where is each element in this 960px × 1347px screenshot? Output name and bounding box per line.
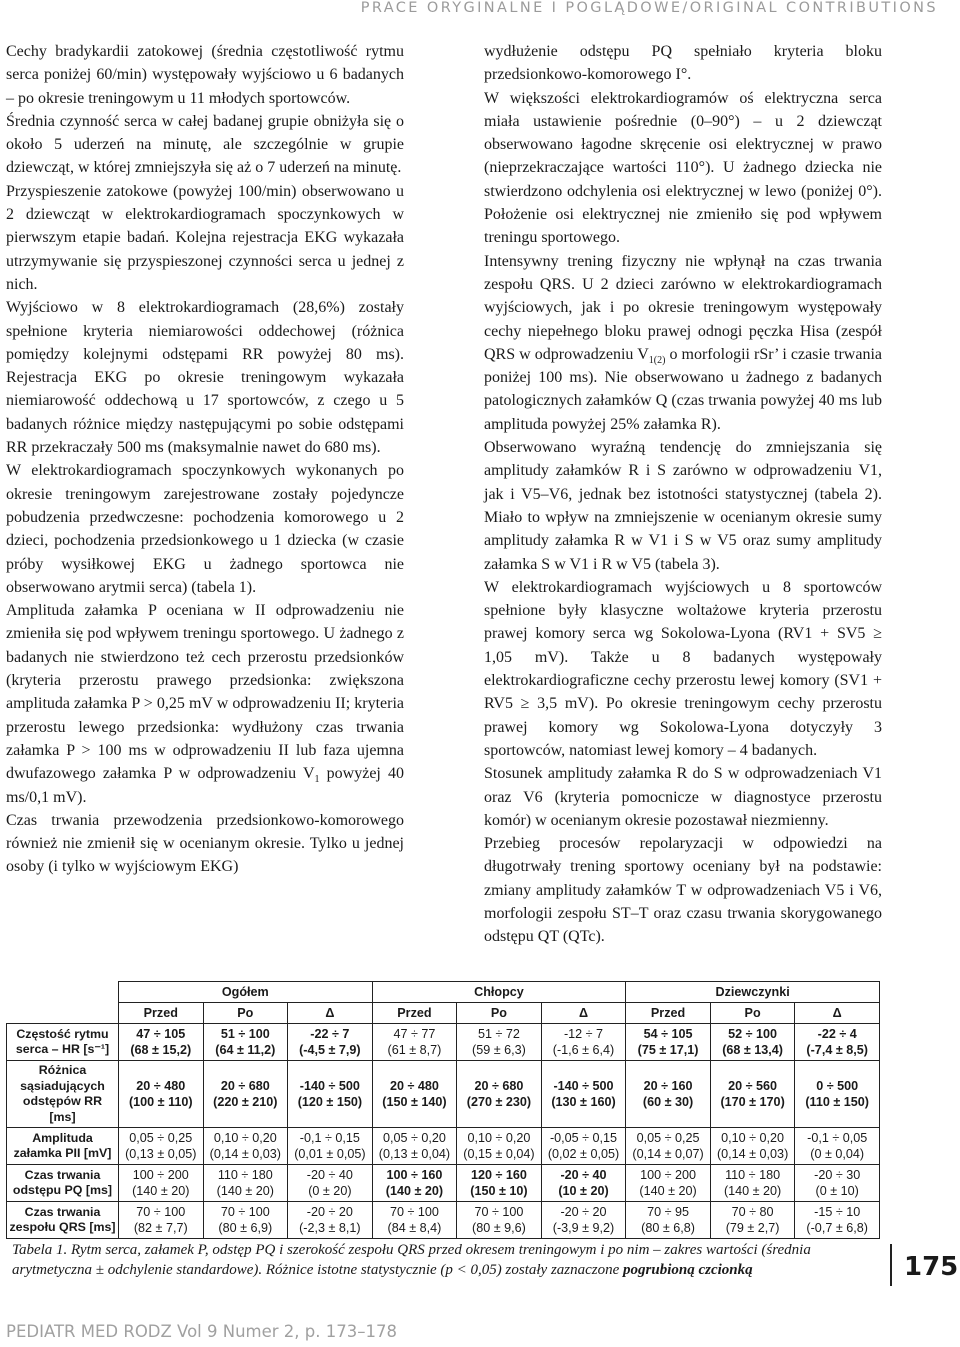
table-cell bbox=[203, 1061, 288, 1128]
subheader: Δ bbox=[541, 1003, 626, 1024]
row-label: Czas trwania odstępu PQ [ms] bbox=[7, 1165, 119, 1202]
cell-mean-sd: (270 ± 230) bbox=[466, 1095, 532, 1109]
paragraph-tachycardia: Przyspieszenie zatokowe (powyżej 100/min) obserwowano u 2 dziewcząt w elektrokardiogramach spoczynkowych w pierwszym etapie badań. Kolejna rejestracja EKG wykazała utrzymywanie się przyspieszonej czynności serca u jednej z nich. bbox=[6, 182, 404, 293]
cell-range: -22 ÷ 4 bbox=[817, 1027, 857, 1041]
cell-range: 51 ÷ 72 bbox=[477, 1027, 520, 1041]
table-row bbox=[7, 1061, 880, 1128]
right-text-column bbox=[484, 40, 882, 949]
paragraph-bradycardia: Cechy bradykardii zatokowej (średnia częstotliwość rytmu serca poniżej 60/min) występowały wyjściowo u 6 badanych – po okresie treningowym u 11 młodych sportowców. bbox=[6, 43, 404, 107]
row-label: Amplituda załamka PII [mV] bbox=[7, 1128, 119, 1165]
cell-mean-sd: (140 ± 20) bbox=[385, 1184, 444, 1198]
cell-range: 70 ÷ 100 bbox=[474, 1205, 524, 1219]
group-header: Chłopcy bbox=[372, 982, 626, 1003]
table-cell bbox=[710, 1061, 795, 1128]
table-cell bbox=[710, 1165, 795, 1202]
cell-range: 70 ÷ 95 bbox=[647, 1205, 690, 1219]
table-cell bbox=[710, 1024, 795, 1061]
cell-mean-sd: (61 ± 8,7) bbox=[387, 1043, 442, 1057]
cell-mean-sd: (0,15 ± 0,04) bbox=[463, 1147, 535, 1161]
cell-range: -20 ÷ 40 bbox=[560, 1168, 607, 1182]
table-row bbox=[7, 1128, 880, 1165]
table-cell bbox=[288, 1024, 373, 1061]
table-cell bbox=[372, 1061, 457, 1128]
cell-mean-sd: (0,01 ± 0,05) bbox=[294, 1147, 366, 1161]
cell-range: -22 ÷ 7 bbox=[310, 1027, 350, 1041]
cell-mean-sd: (82 ± 7,7) bbox=[133, 1221, 188, 1235]
left-text-column bbox=[6, 40, 404, 879]
cell-range: -140 ÷ 500 bbox=[553, 1079, 614, 1093]
table-cell bbox=[626, 1061, 711, 1128]
subheader: Po bbox=[203, 1003, 288, 1024]
table-cell bbox=[288, 1202, 373, 1239]
table-row bbox=[7, 1202, 880, 1239]
cell-mean-sd: (80 ± 6,8) bbox=[641, 1221, 695, 1235]
caption-text: Tabela 1. Rytm serca, załamek P, odstęp PQ i szerokość zespołu QRS przed okresem treningowym i po nim – zakres wartości (średnia arytmetyczna ± odchylenie standardowe). Różnice istotne statystycznie (p < 0,05) zostały zaznaczone bbox=[12, 1242, 811, 1278]
cell-mean-sd: (0,14 ± 0,07) bbox=[632, 1147, 704, 1161]
cell-range: -20 ÷ 40 bbox=[306, 1168, 353, 1182]
cell-mean-sd: (220 ± 210) bbox=[213, 1095, 278, 1109]
cell-range: 120 ÷ 160 bbox=[470, 1168, 527, 1182]
cell-mean-sd: (-2,3 ± 8,1) bbox=[299, 1221, 361, 1235]
cell-mean-sd: (0 ± 0,04) bbox=[810, 1147, 865, 1161]
table-cell bbox=[203, 1202, 288, 1239]
cell-range: 110 ÷ 180 bbox=[217, 1168, 273, 1182]
cell-range: 70 ÷ 100 bbox=[220, 1205, 270, 1219]
cell-mean-sd: (120 ± 150) bbox=[297, 1095, 363, 1109]
cell-range: 47 ÷ 77 bbox=[393, 1027, 436, 1041]
cell-range: -20 ÷ 20 bbox=[560, 1205, 607, 1219]
cell-mean-sd: (0,13 ± 0,05) bbox=[125, 1147, 197, 1161]
paragraph-electrical-axis: W większości elektrokardiogramów oś elektryczna serca miała ustawienie pośrednie (0–90°) – u 2 dziewcząt obserwowano łagodne skręcenie osi elektrycznej w prawo (nieprzekraczające wartości 110°). U żadnego dziecka nie stwierdzono odchylenia osi elektrycznej w lewo (poniżej 0°). Położenie osi elektrycznej nie zmieniło się pod wpływem treningu sportowego. bbox=[484, 89, 882, 247]
cell-mean-sd: (59 ± 6,3) bbox=[472, 1043, 526, 1057]
table-cell bbox=[541, 1024, 626, 1061]
cell-mean-sd: (68 ± 15,2) bbox=[130, 1043, 192, 1057]
table-cell bbox=[203, 1165, 288, 1202]
cell-range: 0,10 ÷ 0,20 bbox=[213, 1131, 277, 1145]
cell-range: 0,10 ÷ 0,20 bbox=[721, 1131, 785, 1145]
cell-range: 110 ÷ 180 bbox=[725, 1168, 781, 1182]
cell-mean-sd: (0,14 ± 0,03) bbox=[716, 1147, 789, 1161]
qrs-text-b: o morfologii rSr’ i czasie trwania poniżej 100 ms). Nie obserwowano u żadnego z badanych patologicznych załamków Q (czas trwania powyżej 40 ms lub amplituda powyżej 25% załamka R). bbox=[484, 345, 882, 433]
paragraph-repolarization: Przebieg procesów repolaryzacji w odpowiedzi na długotrwały trening sportowy oceniany był na podstawie: zmiany amplitudy załamków T w odprowadzeniach V5 i V6, morfologii zespołu ST–T oraz czasu trwania skorygowanego odstępu QT (QTc). bbox=[484, 835, 882, 946]
paragraph-rs-ratio: Stosunek amplitudy załamka R do S w odprowadzeniach V1 oraz V6 (kryteria pomocnicze w diagnostyce przerostu komór) w ocenianym okresie pozostawał niezmienny. bbox=[484, 765, 882, 829]
cell-mean-sd: (-3,9 ± 9,2) bbox=[552, 1221, 615, 1235]
cell-range: 20 ÷ 480 bbox=[136, 1079, 186, 1093]
cell-range: 70 ÷ 80 bbox=[731, 1205, 774, 1219]
cell-mean-sd: (-0,7 ± 6,8) bbox=[806, 1221, 868, 1235]
cell-range: 20 ÷ 560 bbox=[728, 1079, 778, 1093]
table-cell bbox=[288, 1165, 373, 1202]
cell-range: -20 ÷ 20 bbox=[306, 1205, 353, 1219]
journal-section-header: PRACE ORYGINALNE I POGLĄDOWE/ORIGINAL CONTRIBUTIONS bbox=[360, 0, 938, 16]
cell-mean-sd: (140 ± 20) bbox=[639, 1184, 697, 1198]
cell-mean-sd: (-4,5 ± 7,9) bbox=[299, 1043, 361, 1057]
cell-mean-sd: (140 ± 20) bbox=[216, 1184, 274, 1198]
cell-range: -0,1 ÷ 0,05 bbox=[807, 1131, 868, 1145]
cell-range: 47 ÷ 105 bbox=[136, 1027, 186, 1041]
table-cell bbox=[288, 1061, 373, 1128]
table-group-header-row bbox=[7, 982, 880, 1003]
table-corner bbox=[7, 982, 119, 1024]
qrs-sub: 1(2) bbox=[648, 355, 666, 367]
paragraph-pq-block: wydłużenie odstępu PQ spełniało kryteria bloku przedsionkowo-komorowego I°. bbox=[484, 43, 882, 84]
cell-range: 0 ÷ 500 bbox=[816, 1079, 859, 1093]
table-cell bbox=[372, 1165, 457, 1202]
table-cell bbox=[457, 1024, 542, 1061]
cell-mean-sd: (10 ± 20) bbox=[558, 1184, 609, 1198]
row-label: Czas trwania zespołu QRS [ms] bbox=[7, 1202, 119, 1239]
paragraph-respiratory-arrhythmia: Wyjściowo w 8 elektrokardiogramach (28,6%) zostały spełnione kryteria niemiarowości oddechowej (różnica pomiędzy kolejnymi odstępami RR powyżej 80 ms). Rejestracja EKG po okresie treningowym wykazała niemiarowość oddechową u 17 sportowców, z czego u 5 badanych różnice między następującymi po sobie odstępami RR przekraczały 500 ms (maksymalnie nawet do 680 ms). bbox=[6, 299, 404, 457]
table-cell bbox=[119, 1202, 204, 1239]
paragraph-qrs bbox=[484, 250, 882, 436]
group-header: Dziewczynki bbox=[626, 982, 880, 1003]
subheader: Po bbox=[710, 1003, 795, 1024]
cell-mean-sd: (0,14 ± 0,03) bbox=[209, 1147, 281, 1161]
table-cell bbox=[119, 1165, 204, 1202]
cell-range: 100 ÷ 200 bbox=[640, 1168, 697, 1182]
p-wave-text-a: Amplituda załamka P oceniana w II odprowadzeniu nie zmieniła się pod wpływem treningu sportowego. U żadnego z badanych nie stwierdzono też cech przerostu przedsionków (kryteria przerostu prawego przedsionka: zwiększona amplituda załamka P > 0,25 mV w odprowadzeniu II; kryteria przerostu lewego przedsionka: wydłużony czas trwania załamka P > 100 ms w odprowadzeniu II lub faza ujemna dwufazowego załamka P w odprowadzeniu V bbox=[6, 602, 404, 783]
group-header: Ogółem bbox=[119, 982, 373, 1003]
table-cell bbox=[119, 1128, 204, 1165]
cell-range: 100 ÷ 200 bbox=[132, 1168, 189, 1182]
qrs-text-a: Intensywny trening fizyczny nie wpłynął na czas trwania zespołu QRS. U 2 dzieci zarówno w elektrokardiogramach wyjściowych, jak i po okresie treningowym występowały cechy niepełnego bloku prawej odnogi pęczka Hisa (zespół QRS w odprowadzeniu V bbox=[484, 252, 882, 363]
table-cell bbox=[541, 1202, 626, 1239]
cell-range: 20 ÷ 680 bbox=[220, 1079, 270, 1093]
cell-mean-sd: (0 ± 10) bbox=[815, 1184, 859, 1198]
table-cell bbox=[288, 1128, 373, 1165]
table-cell bbox=[710, 1128, 795, 1165]
table-cell bbox=[372, 1202, 457, 1239]
row-label: Różnica sąsiadujących odstępów RR [ms] bbox=[7, 1061, 119, 1128]
cell-mean-sd: (0,13 ± 0,04) bbox=[378, 1147, 451, 1161]
table-cell bbox=[541, 1128, 626, 1165]
table-cell bbox=[626, 1165, 711, 1202]
cell-range: 20 ÷ 480 bbox=[389, 1079, 439, 1093]
cell-mean-sd: (68 ± 13,4) bbox=[722, 1043, 784, 1057]
cell-mean-sd: (79 ± 2,7) bbox=[725, 1221, 780, 1235]
table-cell bbox=[203, 1128, 288, 1165]
table-row bbox=[7, 1024, 880, 1061]
cell-range: -0,05 ÷ 0,15 bbox=[549, 1131, 618, 1145]
page-number: 175 bbox=[904, 1252, 959, 1282]
table-cell bbox=[710, 1202, 795, 1239]
cell-range: -20 ÷ 30 bbox=[814, 1168, 861, 1182]
subheader: Po bbox=[457, 1003, 542, 1024]
row-label: Częstość rytmu serca – HR [s⁻¹] bbox=[7, 1024, 119, 1061]
cell-mean-sd: (0 ± 20) bbox=[308, 1184, 352, 1198]
table-cell bbox=[626, 1024, 711, 1061]
table-body bbox=[7, 1024, 880, 1239]
table-cell bbox=[457, 1202, 542, 1239]
cell-mean-sd: (110 ± 150) bbox=[805, 1095, 869, 1109]
caption-bold-text: pogrubioną czcionką bbox=[623, 1262, 753, 1278]
cell-range: 0,05 ÷ 0,20 bbox=[382, 1131, 446, 1145]
cell-range: 54 ÷ 105 bbox=[643, 1027, 693, 1041]
table-cell bbox=[457, 1128, 542, 1165]
cell-mean-sd: (75 ± 17,1) bbox=[637, 1043, 699, 1057]
table-cell bbox=[457, 1165, 542, 1202]
cell-mean-sd: (150 ± 140) bbox=[382, 1095, 447, 1109]
cell-mean-sd: (140 ± 20) bbox=[132, 1184, 190, 1198]
paragraph-hypertrophy: W elektrokardiogramach wyjściowych u 8 sportowców spełnione były klasyczne woltażowe kryteria przerostu prawej komory serca wg Sokolowa-Lyona (RV1 + SV5 ≥ 1,05 mV). Także u 8 badanych występowały elektrokardiograficzne cechy przerostu lewej komory (SV1 + RV5 ≥ 3,5 mV). Po okresie treningowym cechy przerostu prawej komory wg Sokolowa-Lyona dotyczyły 3 sportowców, natomiast lewej komory – 4 badanych. bbox=[484, 578, 882, 759]
table-row bbox=[7, 1165, 880, 1202]
paragraph-p-wave bbox=[6, 599, 404, 809]
table-cell bbox=[541, 1061, 626, 1128]
table-caption bbox=[12, 1240, 882, 1280]
cell-mean-sd: (-7,4 ± 8,5) bbox=[806, 1043, 868, 1057]
cell-mean-sd: (170 ± 170) bbox=[720, 1095, 785, 1109]
cell-range: 20 ÷ 680 bbox=[474, 1079, 524, 1093]
cell-range: 20 ÷ 160 bbox=[643, 1079, 693, 1093]
p-wave-sub: 1 bbox=[314, 774, 320, 786]
table-cell bbox=[119, 1024, 204, 1061]
table-cell bbox=[795, 1128, 880, 1165]
cell-mean-sd: (60 ± 30) bbox=[642, 1095, 694, 1109]
cell-mean-sd: (130 ± 160) bbox=[551, 1095, 616, 1109]
cell-mean-sd: (80 ± 6,9) bbox=[218, 1221, 273, 1235]
cell-range: 70 ÷ 100 bbox=[136, 1205, 186, 1219]
cell-range: 52 ÷ 100 bbox=[728, 1027, 778, 1041]
table-cell bbox=[372, 1024, 457, 1061]
paragraph-av-conduction: Czas trwania przewodzenia przedsionkowo-komorowego również nie zmienił się w ocenianym okresie. Tylko u jednej osoby (i tylko w wyjściowym EKG) bbox=[6, 811, 404, 876]
table-cell bbox=[372, 1128, 457, 1165]
cell-range: -140 ÷ 500 bbox=[299, 1079, 360, 1093]
subheader: Przed bbox=[626, 1003, 711, 1024]
subheader: Δ bbox=[795, 1003, 880, 1024]
cell-mean-sd: (80 ± 9,6) bbox=[472, 1221, 526, 1235]
table-cell bbox=[795, 1061, 880, 1128]
table-cell bbox=[626, 1202, 711, 1239]
cell-mean-sd: (100 ± 110) bbox=[128, 1095, 193, 1109]
cell-mean-sd: (-1,6 ± 6,4) bbox=[552, 1043, 615, 1057]
table-cell bbox=[626, 1128, 711, 1165]
table-cell bbox=[119, 1061, 204, 1128]
cell-range: 0,05 ÷ 0,25 bbox=[129, 1131, 193, 1145]
cell-range: -15 ÷ 10 bbox=[814, 1205, 861, 1219]
cell-range: 51 ÷ 100 bbox=[220, 1027, 270, 1041]
cell-mean-sd: (84 ± 8,4) bbox=[387, 1221, 442, 1235]
cell-range: 100 ÷ 160 bbox=[386, 1168, 443, 1182]
subheader: Δ bbox=[288, 1003, 373, 1024]
page-number-divider bbox=[890, 1244, 892, 1286]
table-cell bbox=[795, 1165, 880, 1202]
cell-range: 0,10 ÷ 0,20 bbox=[467, 1131, 531, 1145]
paragraph-rs-amplitude: Obserwowano wyraźną tendencję do zmniejszania się amplitudy załamków R i S zarówno w odprowadzeniu V1, jak i V5–V6, jednak bez istotności statystycznej (tabela 2). Miało to wpływ na zmniejszenie w ocenianym okresie sumy amplitudy załamka R w V1 i S w V5 oraz sumy amplitudy załamka S w V1 i R w V5 (tabela 3). bbox=[484, 439, 882, 573]
table-cell bbox=[795, 1202, 880, 1239]
cell-mean-sd: (140 ± 20) bbox=[723, 1184, 782, 1198]
table-cell bbox=[795, 1024, 880, 1061]
subheader: Przed bbox=[119, 1003, 204, 1024]
table-cell bbox=[203, 1024, 288, 1061]
cell-range: -12 ÷ 7 bbox=[563, 1027, 604, 1041]
table-subheader-row bbox=[7, 1003, 880, 1024]
cell-range: 70 ÷ 100 bbox=[389, 1205, 439, 1219]
paragraph-heart-rate: Średnia czynność serca w całej badanej grupie obniżyła się o około 5 uderzeń na minutę, ale szczególnie w grupie dziewcząt, w której zmniejszyła się aż o 7 uderzeń na minutę. bbox=[6, 112, 404, 177]
cell-mean-sd: (64 ± 11,2) bbox=[215, 1043, 276, 1057]
cell-range: -0,1 ÷ 0,15 bbox=[299, 1131, 360, 1145]
subheader: Przed bbox=[372, 1003, 457, 1024]
table-cell bbox=[541, 1165, 626, 1202]
cell-mean-sd: (150 ± 10) bbox=[470, 1184, 528, 1198]
paragraph-premature-beats: W elektrokardiogramach spoczynkowych wykonanych po okresie treningowym zarejestrowane zostały pojedyncze pobudzenia przedwczesne: pochodzenia komorowego u 2 dzieci, pochodzenia przedsionkowego u 1 dziecka (w czasie próby wysiłkowej EKG u żadnego sportowca nie obserwowano arytmii serca) (tabela 1). bbox=[6, 462, 404, 596]
table-cell bbox=[457, 1061, 542, 1128]
cell-mean-sd: (0,02 ± 0,05) bbox=[547, 1147, 620, 1161]
cell-range: 0,05 ÷ 0,25 bbox=[636, 1131, 700, 1145]
p-wave-text-b: powyżej 40 ms/0,1 mV). bbox=[6, 765, 405, 806]
journal-footer: PEDIATR MED RODZ Vol 9 Numer 2, p. 173–178 bbox=[6, 1322, 397, 1341]
ecg-results-table bbox=[6, 981, 880, 1239]
